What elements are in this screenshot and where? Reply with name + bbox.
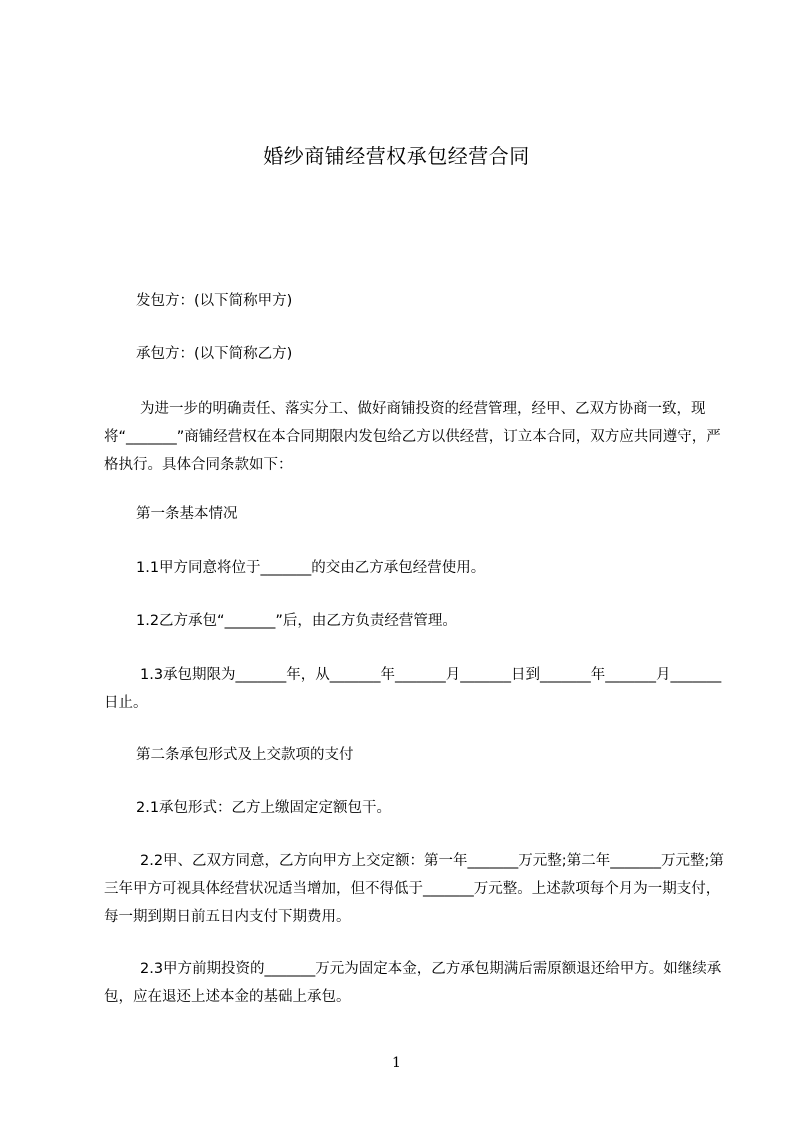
clause-2-1: [104, 794, 724, 822]
article-2-heading: [104, 741, 724, 769]
clause-1-2: [104, 607, 724, 635]
preamble-text: 为进一步的明确责任、落实分工、做好商铺投资的经营管理，经甲、乙双方协商一致，现将“_______”商铺经营权在本合同期限内发包给乙方以供经营，订立本合同，双方应共同遵守，严格执行。具体合同条款如下：: [104, 401, 721, 473]
clause-2-3: [104, 955, 724, 1011]
clause-2-1-text: 2.1承包形式：乙方上缴固定定额包干。: [136, 800, 392, 816]
party-a-text: 发包方：(以下简称甲方): [136, 293, 293, 309]
party-b-text: 承包方：(以下简称乙方): [136, 346, 293, 362]
clause-1-3-text: 1.3承包期限为_______年，从_______年_______月_______日到_______年_______月_______日止。: [104, 667, 722, 711]
clause-1-1: [104, 554, 724, 582]
clause-2-2-text: 2.2甲、乙双方同意，乙方向甲方上交定额：第一年_______万元整;第二年_______万元整;第三年甲方可视具体经营状况适当增加，但不得低于_______万元整。上述款项每个月为一期支付，每一期到期日前五日内支付下期费用。: [104, 853, 724, 925]
clause-2-2: [104, 847, 724, 931]
contract-party-a: [104, 287, 724, 315]
preamble-paragraph: [104, 395, 724, 479]
clause-2-3-text: 2.3甲方前期投资的_______万元为固定本金，乙方承包期满后需原额退还给甲方。如继续承包，应在退还上述本金的基础上承包。: [104, 961, 722, 1005]
clause-1-1-text: 1.1甲方同意将位于_______的交由乙方承包经营使用。: [136, 560, 486, 576]
contract-party-b: [104, 340, 724, 368]
page-number: 1: [392, 1055, 401, 1071]
article-1-heading: [104, 500, 724, 528]
article-1-heading-text: 第一条基本情况: [136, 506, 238, 522]
clause-1-3: [104, 661, 724, 717]
article-2-heading-text: 第二条承包形式及上交款项的支付: [136, 747, 354, 763]
clause-1-2-text: 1.2乙方承包“_______”后，由乙方负责经营管理。: [136, 613, 457, 629]
document-title: 婚纱商铺经营权承包经营合同: [263, 144, 530, 168]
